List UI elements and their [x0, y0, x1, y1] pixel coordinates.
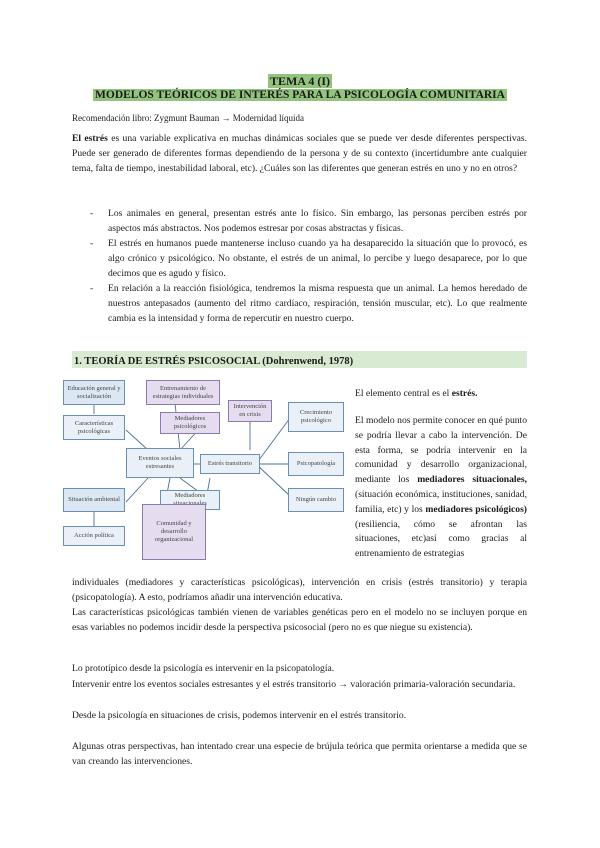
node-stressful-events: Eventos sociales estresantes [126, 448, 194, 478]
text-line: Intervenir entre los eventos sociales estresantes y el estrés transitorio → valoración primaria-valoración secundaria. [72, 679, 516, 690]
node-no-change: Ningún cambio [288, 488, 344, 512]
doc-title: TEMA 4 (I) [270, 74, 330, 88]
node-transient-stress: Estrés transitorio [200, 454, 260, 474]
book-recommendation: Recomendación libro: Zygmunt Bauman → Modernidad líquida [72, 113, 304, 123]
closing-paragraph: Algunas otras perspectivas, han intentado crear una especie de brújula teórica que permita orientarse a medida que se van creando las intervenciones. [72, 741, 527, 767]
model-paragraph: El modelo nos permite conocer en qué punto se podría llevar a cabo la intervención. De esta forma, se podría intervenir en la comunidad y desarrollo organizacional, mediante los mediadores situacionales, (situación económica, instituciones, sanidad, familia, etc) y los mediadores psicológicos) (resiliencia, cómo se afrontan las situaciones, etc)así como gracias al entrenamiento de estrategias [355, 415, 527, 560]
section-heading: 1. TEORÍA DE ESTRÉS PSICOSOCIAL (Dohrenwend, 1978) [72, 351, 527, 368]
intro-text: es una variable explicativa en muchas dinámicas sociales que se puede ver desde diferentes perspectivas. Puede ser generado de diferentes formas dependiendo de la persona y de su contexto (incertidumbre ante cualquier tema, falta de tiempo, inestabilidad laboral, etc). ¿Cuáles son las diferentes que generan estrés en uno y no en otros? [72, 133, 528, 174]
node-psych-characteristics: Características psicológicas [63, 415, 125, 440]
node-psychopathology: Psicopatología [288, 452, 344, 476]
node-individual-strategies: Entrenamiento de estrategias individuales [146, 380, 220, 405]
node-environment: Situación ambiental [63, 488, 125, 512]
node-education: Educación general y socialización [63, 380, 125, 405]
node-situational-mediators: Mediadores [160, 490, 220, 510]
text-line: Desde la psicología en situaciones de crisis, podemos intervenir en el estrés transitorio. [72, 710, 407, 721]
stress-model-diagram [60, 378, 350, 564]
bullet-item: - El estrés en humanos puede mantenerse incluso cuando ya ha desaparecido la situación que lo provocó, es algo crónico y psicológico. No obstante, el estrés de un animal, lo percibe y luego desaparece, por lo que decimos que es agudo y físico. [90, 238, 527, 279]
node-crisis-intervention: Intervención en crisis [228, 400, 272, 422]
bullet-item: - En relación a la reacción fisiológica, tendremos la misma respuesta que un animal. La hemos heredado de nuestros antepasados (aumento del ritmo cardíaco, respiración, tensión muscular, etc). Lo que realmente cambia es la intensidad y forma de repercutir en nuestro cuerpo. [90, 283, 527, 324]
bullet-item: - Los animales en general, presentan estrés ante lo físico. Sin embargo, las personas perciben estrés por aspectos más abstractos. Nos podemos estresar por cosas abstractas y físicas. [90, 208, 527, 234]
intro-paragraph [72, 132, 527, 176]
central-element-text: El elemento central es el estrés. [355, 388, 478, 399]
node-political-action: Acción política [63, 526, 125, 546]
node-psych-growth: Crecimiento psicológico [288, 402, 344, 432]
intro-term: El estrés [72, 133, 108, 144]
text-line: Lo prototípico desde la psicología es intervenir en la psicopatología. [72, 663, 335, 674]
node-psych-mediators: Mediadores psicológicos [160, 412, 220, 434]
node-community-development: Comunidad y desarrollo organizacional [142, 504, 206, 560]
model-continuation: individuales (mediadores y características psicológicas), intervención en crisis (estrés transitorio) y terapia (psicopatología). A esto, podríamos añadir una intervención educativa. [72, 577, 527, 603]
doc-subtitle: MODELOS TEÓRICOS DE INTERÉS PARA LA PSICOLOGÍA COMUNITARIA [95, 89, 505, 101]
genetics-paragraph: Las características psicológicas también vienen de variables genéticas pero en el modelo no se incluyen porque en esas variables no podemos incidir desde la perspectiva psicosocial (pero no es que niegue su existencia). [72, 607, 527, 633]
